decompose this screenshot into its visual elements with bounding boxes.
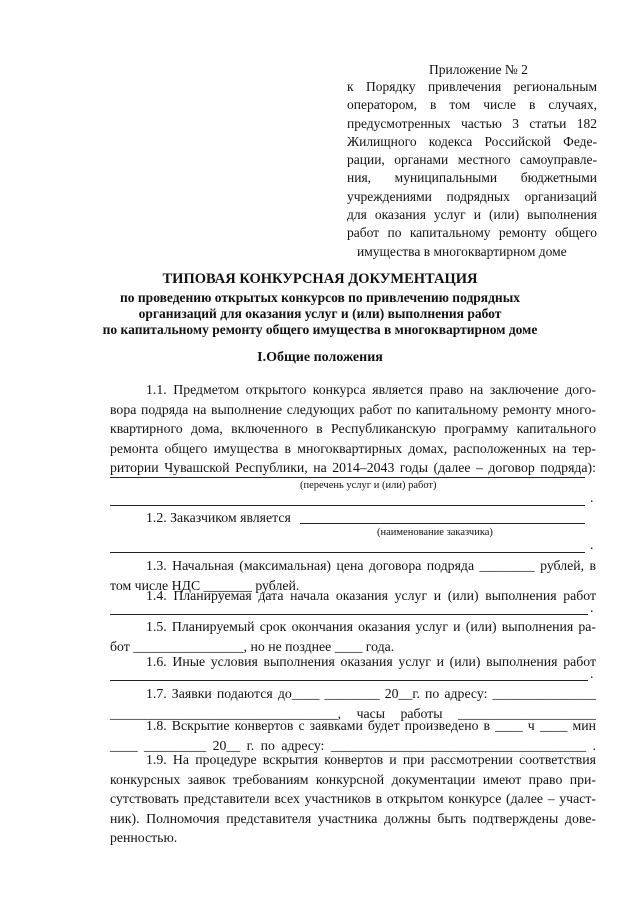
paragraph-1-9	[110, 750, 596, 848]
period: .	[590, 490, 594, 505]
paragraph-line: 1.3. Начальная (максимальная) цена договора подряда ________ рублей, в	[146, 558, 596, 573]
appendix-line: рации, органами местного самоуправле-	[347, 152, 597, 168]
period: .	[590, 600, 594, 615]
works-list-line	[110, 477, 585, 478]
start-date-line	[110, 614, 588, 615]
paragraph-line: квартирного дома, включенного в Республиканскую программу капитального	[110, 421, 596, 436]
appendix-line: для оказания услуг и (или) выполнения	[347, 207, 597, 223]
appendix-line: предусмотренных частью 3 статьи 182	[347, 115, 597, 131]
document-subtitle-line: по капитальному ремонту общего имущества в многоквартирном доме	[102, 322, 538, 337]
document-subtitle-line: организаций для оказания услуг и (или) выполнения работ	[138, 306, 502, 321]
paragraph-line: 1.9. На процедуре вскрытия конвертов и при рассмотрении соответствия	[146, 752, 596, 767]
period: .	[590, 537, 594, 552]
paragraph-1-6	[110, 652, 596, 672]
paragraph-line: _________________________________, часы работы ____________________	[110, 705, 596, 721]
paragraph-line: ремонта общего имущества в многоквартирных домах, расположенных на тер-	[110, 440, 596, 456]
appendix-line: учреждениями подрядных организаций	[347, 188, 597, 204]
paragraph-line: 1.7. Заявки подаются до____ ________ 20__г. по адресу: _______________	[146, 686, 596, 701]
works-list-line-2	[110, 505, 585, 506]
appendix-title: Приложение № 2	[429, 62, 528, 77]
paragraph-line: ____ _________ 20__ г. по адресу: _____________________________________ .	[110, 737, 596, 753]
customer-caption: (наименование заказчика)	[377, 527, 493, 538]
appendix-line: оператором, в том числе в случаях,	[347, 97, 597, 113]
customer-line-2	[110, 552, 585, 553]
customer-line	[300, 523, 585, 524]
other-conditions-line	[110, 680, 588, 681]
section-title: I.Общие положения	[257, 350, 383, 365]
paragraph-line: конкурсных заявок требованиям конкурсной документации имеют право при-	[110, 771, 596, 787]
paragraph-line: 1.4. Планируемая дата начала оказания услуг и (или) выполнения работ	[146, 588, 596, 603]
paragraph-line: 1.1. Предметом открытого конкурса является право на заключение дого-	[146, 382, 596, 397]
appendix-line: работ по капитальному ремонту общего	[347, 225, 597, 241]
appendix-line: ния, муниципальными бюджетными	[347, 170, 597, 186]
paragraph-line: 1.6. Иные условия выполнения оказания услуг и (или) выполнения работ	[146, 654, 596, 669]
appendix-text	[347, 78, 597, 261]
paragraph-line: 1.5. Планируемый срок окончания оказания услуг и (или) выполнения ра-	[146, 619, 596, 634]
paragraph-line: том числе НДС _______ рублей.	[110, 577, 300, 593]
paragraph-1-5	[110, 617, 596, 656]
document-subtitle-line: по проведению открытых конкурсов по привлечению подрядных	[120, 290, 520, 305]
paragraph-line: ренностью.	[110, 830, 178, 845]
paragraph-line: ник). Полномочия представителя участника должны быть подтверждены дове-	[110, 810, 596, 826]
works-caption: (перечень услуг и (или) работ)	[300, 480, 437, 491]
document-title: ТИПОВАЯ КОНКУРСНАЯ ДОКУМЕНТАЦИЯ	[162, 271, 478, 287]
paragraph-line: 1.2. Заказчиком является	[146, 510, 291, 525]
appendix-line: к Порядку привлечения региональным	[347, 79, 597, 94]
paragraph-line: вора подряда на выполнение следующих работ по капитальному ремонту много-	[110, 401, 596, 417]
appendix-line: Жилищного кодекса Российской Феде-	[347, 133, 597, 149]
appendix-line: имущества в многоквартирном доме	[357, 243, 567, 259]
paragraph-line: сутствовать представители всех участников в открытом конкурсе (далее – участ-	[110, 791, 596, 806]
paragraph-line: бот ________________, но не позднее ____ года.	[110, 638, 395, 654]
paragraph-1-2	[110, 508, 596, 528]
paragraph-line: ритории Чувашской Республики, на 2014–2043 годы (далее – договор подряда):	[110, 460, 596, 475]
paragraph-1-4	[110, 586, 596, 606]
period: .	[590, 666, 594, 681]
paragraph-line: 1.8. Вскрытие конвертов с заявками будет произведено в ____ ч ____ мин	[146, 718, 596, 733]
paragraph-1-1	[110, 380, 596, 478]
